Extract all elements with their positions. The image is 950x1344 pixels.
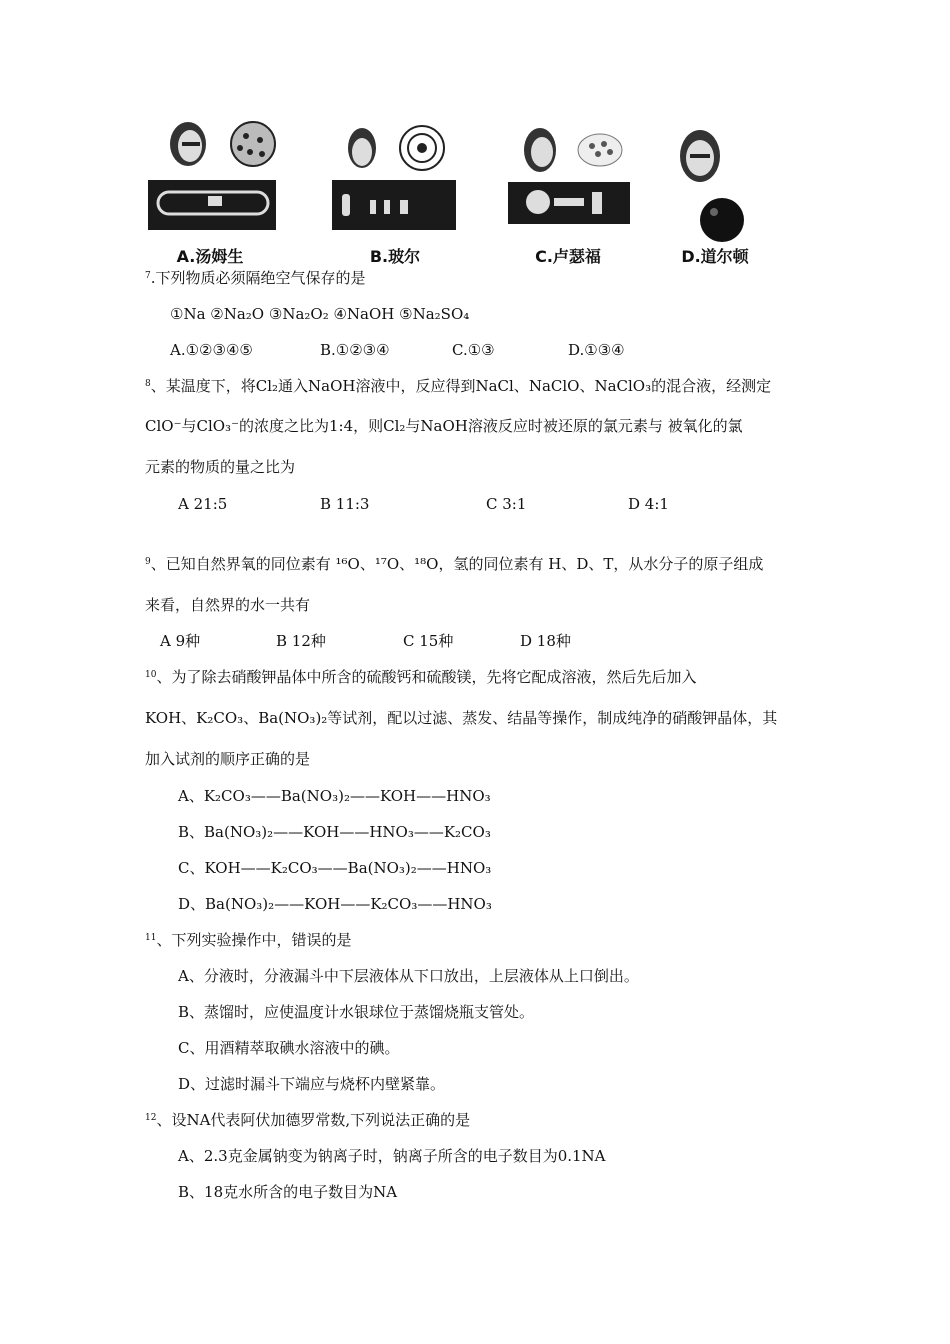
q9-option-d: D 18种 [520,632,571,650]
question-number: 9 [145,557,151,567]
question-7 [145,268,366,288]
q9-option-b: B 12种 [276,632,326,650]
question-text: 、某温度下，将Cl₂通入NaOH溶液中，反应得到NaCl、NaClO、NaClO₃的混合液，经测定 [150,377,772,395]
question-number: 12 [145,1113,157,1123]
figure-bohr [330,112,460,267]
dalton-portrait-icon [670,126,730,188]
figure-caption: B.玻尔 [369,247,421,266]
q8-option-d: D 4:1 [628,495,669,513]
question-number: 8 [145,379,151,389]
q10-line-2: KOH、K₂CO₃、Ba(NO₃)₂等试剂，配以过滤、蒸发、结晶等操作，制成纯净的硝酸钾晶体，其 [145,709,778,727]
solid-sphere-icon [696,196,750,246]
spectrum-plate-icon [332,180,456,230]
question-text: 、下列实验操作中，错误的是 [156,931,352,949]
q12-option-a: A、2.3克金属钠变为钠离子时，钠离子所含的电子数目为0.1NA [178,1147,606,1165]
question-text: 、设NA代表阿伏加德罗常数,下列说法正确的是 [156,1111,471,1129]
question-text: 、为了除去硝酸钾晶体中所含的硫酸钙和硫酸镁，先将它配成溶液，然后先后加入 [156,668,697,686]
q11-option-d: D、过滤时漏斗下端应与烧杯内壁紧靠。 [178,1075,446,1093]
question-number: 7 [145,271,151,281]
q10-option-a: A、K₂CO₃——Ba(NO₃)₂——KOH——HNO₃ [178,787,491,805]
q9-option-c: C 15种 [403,632,454,650]
q7-option-d: D.①③④ [568,341,625,359]
q7-option-c: C.①③ [452,341,495,359]
q10-option-b: B、Ba(NO₃)₂——KOH——HNO₃——K₂CO₃ [178,823,491,841]
question-number: 11 [145,933,157,943]
q8-option-c: C 3:1 [486,495,527,513]
q8-line-3: 元素的物质的量之比为 [145,458,296,476]
figure-caption: D.道尔顿 [681,247,749,266]
figure-caption: C.卢瑟福 [535,247,601,266]
figure-caption: A.汤姆生 [176,247,244,266]
q9-line-2: 来看，自然界的水一共有 [145,596,311,614]
q12-option-b: B、18克水所含的电子数目为NA [178,1183,398,1201]
q7-items: ①Na ②Na₂O ③Na₂O₂ ④NaOH ⑤Na₂SO₄ [170,305,470,323]
q10-option-c: C、KOH——K₂CO₃——Ba(NO₃)₂——HNO₃ [178,859,492,877]
question-text: 、已知自然界氧的同位素有 ¹⁶O、¹⁷O、¹⁸O，氢的同位素有 H、D、T，从水分子的原子组成 [150,555,764,573]
figure-dalton [660,112,770,267]
q11-option-a: A、分液时，分液漏斗中下层液体从下口放出，上层液体从上口倒出。 [178,967,639,985]
q9-option-a: A 9种 [160,632,201,650]
question-12 [145,1110,470,1130]
q11-option-b: B、蒸馏时，应使温度计水银球位于蒸馏烧瓶支管处。 [178,1003,535,1021]
bohr-portrait-icon [340,122,460,178]
q10-option-d: D、Ba(NO₃)₂——KOH——K₂CO₃——HNO₃ [178,895,492,913]
q11-option-c: C、用酒精萃取碘水溶液中的碘。 [178,1039,400,1057]
question-number: 10 [145,670,157,680]
cathode-ray-tube-icon [148,180,276,230]
figure-thomson [140,112,280,267]
thomson-portrait-icon [158,116,278,176]
question-8 [145,376,771,396]
q8-option-a: A 21:5 [178,495,228,513]
q8-option-b: B 11:3 [320,495,370,513]
q7-option-a: A.①②③④⑤ [170,341,253,359]
q8-line-2: ClO⁻与ClO₃⁻的浓度之比为1:4，则Cl₂与NaOH溶液反应时被还原的氯元素与 被氧化的氯 [145,417,743,435]
question-10 [145,667,696,687]
question-11 [145,930,351,950]
figure-rutherford [498,112,638,267]
rutherford-portrait-icon [518,122,628,178]
scattering-apparatus-icon [508,182,630,224]
q10-line-3: 加入试剂的顺序正确的是 [145,750,311,768]
question-9 [145,554,763,574]
q7-option-b: B.①②③④ [320,341,390,359]
question-text: .下列物质必须隔绝空气保存的是 [150,269,366,287]
